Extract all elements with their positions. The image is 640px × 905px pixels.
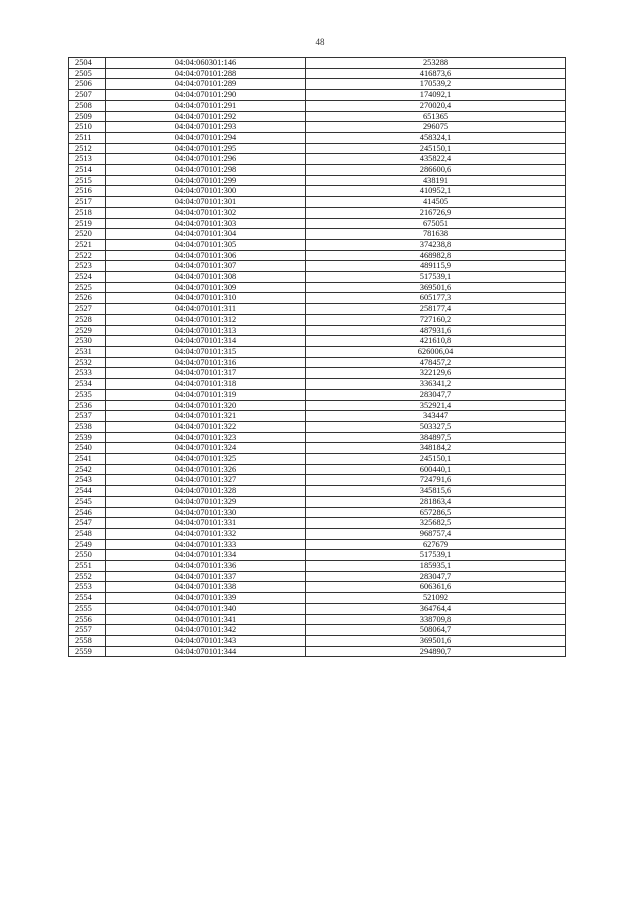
cadastral-value-cell: 174092,1 [306, 90, 566, 101]
row-number-cell: 2558 [69, 635, 106, 646]
cadastral-value-cell: 468982,8 [306, 250, 566, 261]
cadastral-value-cell: 421610,8 [306, 336, 566, 347]
cadastral-value-cell: 724791,6 [306, 475, 566, 486]
cadastral-value-cell: 336341,2 [306, 379, 566, 390]
cadastral-number-cell: 04:04:070101:336 [106, 561, 306, 572]
cadastral-number-cell: 04:04:070101:341 [106, 614, 306, 625]
table-row [69, 443, 566, 454]
cadastral-number-cell: 04:04:070101:296 [106, 154, 306, 165]
table-row [69, 625, 566, 636]
cadastral-value-cell: 283047,7 [306, 571, 566, 582]
cadastral-value-cell: 414505 [306, 197, 566, 208]
row-number-cell: 2520 [69, 229, 106, 240]
row-number-cell: 2551 [69, 561, 106, 572]
row-number-cell: 2541 [69, 454, 106, 465]
row-number-cell: 2524 [69, 272, 106, 283]
cadastral-number-cell: 04:04:070101:314 [106, 336, 306, 347]
table-row [69, 186, 566, 197]
table-row [69, 239, 566, 250]
row-number-cell: 2532 [69, 357, 106, 368]
table-row [69, 528, 566, 539]
cadastral-number-cell: 04:04:060301:146 [106, 58, 306, 69]
row-number-cell: 2523 [69, 261, 106, 272]
cadastral-number-cell: 04:04:070101:321 [106, 411, 306, 422]
cadastral-value-cell: 675051 [306, 218, 566, 229]
cadastral-number-cell: 04:04:070101:289 [106, 79, 306, 90]
row-number-cell: 2504 [69, 58, 106, 69]
cadastral-value-cell: 281863,4 [306, 496, 566, 507]
row-number-cell: 2527 [69, 304, 106, 315]
cadastral-number-cell: 04:04:070101:292 [106, 111, 306, 122]
table-row [69, 635, 566, 646]
row-number-cell: 2513 [69, 154, 106, 165]
table-row [69, 111, 566, 122]
cadastral-number-cell: 04:04:070101:290 [106, 90, 306, 101]
cadastral-value-cell: 352921,4 [306, 400, 566, 411]
cadastral-number-cell: 04:04:070101:323 [106, 432, 306, 443]
table-row [69, 518, 566, 529]
cadastral-value-cell: 384897,5 [306, 432, 566, 443]
table-row [69, 421, 566, 432]
table-row [69, 282, 566, 293]
row-number-cell: 2556 [69, 614, 106, 625]
cadastral-value-cell: 185935,1 [306, 561, 566, 572]
cadastral-number-cell: 04:04:070101:311 [106, 304, 306, 315]
cadastral-number-cell: 04:04:070101:326 [106, 464, 306, 475]
table-row [69, 464, 566, 475]
table-row [69, 400, 566, 411]
cadastral-value-cell: 435822,4 [306, 154, 566, 165]
cadastral-value-cell: 517539,1 [306, 550, 566, 561]
table-row [69, 593, 566, 604]
table-body [69, 58, 566, 657]
cadastral-value-cell: 606361,6 [306, 582, 566, 593]
cadastral-value-cell: 345815,6 [306, 486, 566, 497]
cadastral-value-cell: 286600,6 [306, 165, 566, 176]
row-number-cell: 2555 [69, 603, 106, 614]
cadastral-value-cell: 487931,6 [306, 325, 566, 336]
row-number-cell: 2528 [69, 314, 106, 325]
row-number-cell: 2515 [69, 175, 106, 186]
row-number-cell: 2554 [69, 593, 106, 604]
table-row [69, 90, 566, 101]
row-number-cell: 2543 [69, 475, 106, 486]
row-number-cell: 2533 [69, 368, 106, 379]
cadastral-number-cell: 04:04:070101:328 [106, 486, 306, 497]
row-number-cell: 2526 [69, 293, 106, 304]
table-row [69, 175, 566, 186]
cadastral-number-cell: 04:04:070101:317 [106, 368, 306, 379]
cadastral-value-cell: 283047,7 [306, 389, 566, 400]
cadastral-number-cell: 04:04:070101:338 [106, 582, 306, 593]
cadastral-value-cell: 489115,9 [306, 261, 566, 272]
row-number-cell: 2506 [69, 79, 106, 90]
row-number-cell: 2546 [69, 507, 106, 518]
row-number-cell: 2542 [69, 464, 106, 475]
table-row [69, 293, 566, 304]
cadastral-number-cell: 04:04:070101:343 [106, 635, 306, 646]
cadastral-value-cell: 348184,2 [306, 443, 566, 454]
row-number-cell: 2508 [69, 100, 106, 111]
cadastral-number-cell: 04:04:070101:300 [106, 186, 306, 197]
table-row [69, 304, 566, 315]
table-row [69, 261, 566, 272]
row-number-cell: 2539 [69, 432, 106, 443]
cadastral-value-cell: 521092 [306, 593, 566, 604]
cadastral-number-cell: 04:04:070101:305 [106, 239, 306, 250]
cadastral-value-cell: 374238,8 [306, 239, 566, 250]
cadastral-value-cell: 253288 [306, 58, 566, 69]
table-row [69, 475, 566, 486]
row-number-cell: 2540 [69, 443, 106, 454]
row-number-cell: 2530 [69, 336, 106, 347]
cadastral-number-cell: 04:04:070101:304 [106, 229, 306, 240]
cadastral-number-cell: 04:04:070101:294 [106, 132, 306, 143]
cadastral-number-cell: 04:04:070101:318 [106, 379, 306, 390]
row-number-cell: 2537 [69, 411, 106, 422]
table-row [69, 132, 566, 143]
table-row [69, 165, 566, 176]
cadastral-number-cell: 04:04:070101:332 [106, 528, 306, 539]
row-number-cell: 2517 [69, 197, 106, 208]
cadastral-number-cell: 04:04:070101:308 [106, 272, 306, 283]
cadastral-value-cell: 605177,3 [306, 293, 566, 304]
cadastral-number-cell: 04:04:070101:325 [106, 454, 306, 465]
row-number-cell: 2552 [69, 571, 106, 582]
cadastral-number-cell: 04:04:070101:301 [106, 197, 306, 208]
cadastral-value-cell: 508064,7 [306, 625, 566, 636]
table-row [69, 357, 566, 368]
cadastral-number-cell: 04:04:070101:334 [106, 550, 306, 561]
cadastral-number-cell: 04:04:070101:307 [106, 261, 306, 272]
cadastral-value-cell: 170539,2 [306, 79, 566, 90]
table-row [69, 58, 566, 69]
table-row [69, 368, 566, 379]
cadastral-number-cell: 04:04:070101:288 [106, 68, 306, 79]
row-number-cell: 2518 [69, 207, 106, 218]
cadastral-number-cell: 04:04:070101:329 [106, 496, 306, 507]
row-number-cell: 2507 [69, 90, 106, 101]
cadastral-value-cell: 416873,6 [306, 68, 566, 79]
cadastral-value-cell: 503327,5 [306, 421, 566, 432]
cadastral-number-cell: 04:04:070101:330 [106, 507, 306, 518]
cadastral-value-cell: 369501,6 [306, 282, 566, 293]
cadastral-number-cell: 04:04:070101:310 [106, 293, 306, 304]
table-row [69, 454, 566, 465]
row-number-cell: 2519 [69, 218, 106, 229]
cadastral-value-cell: 245150,1 [306, 143, 566, 154]
cadastral-number-cell: 04:04:070101:315 [106, 346, 306, 357]
row-number-cell: 2534 [69, 379, 106, 390]
cadastral-number-cell: 04:04:070101:339 [106, 593, 306, 604]
cadastral-value-cell: 325682,5 [306, 518, 566, 529]
row-number-cell: 2535 [69, 389, 106, 400]
row-number-cell: 2521 [69, 239, 106, 250]
table-row [69, 561, 566, 572]
cadastral-number-cell: 04:04:070101:309 [106, 282, 306, 293]
table-row [69, 346, 566, 357]
row-number-cell: 2522 [69, 250, 106, 261]
row-number-cell: 2511 [69, 132, 106, 143]
table-row [69, 229, 566, 240]
cadastral-value-table [68, 57, 566, 657]
cadastral-value-cell: 369501,6 [306, 635, 566, 646]
row-number-cell: 2553 [69, 582, 106, 593]
row-number-cell: 2536 [69, 400, 106, 411]
page-number: 48 [315, 37, 325, 47]
cadastral-value-cell: 727160,2 [306, 314, 566, 325]
table-row [69, 197, 566, 208]
cadastral-value-cell: 258177,4 [306, 304, 566, 315]
table-row [69, 486, 566, 497]
cadastral-number-cell: 04:04:070101:342 [106, 625, 306, 636]
cadastral-number-cell: 04:04:070101:327 [106, 475, 306, 486]
table-row [69, 143, 566, 154]
cadastral-value-cell: 438191 [306, 175, 566, 186]
table-row [69, 79, 566, 90]
table-row [69, 571, 566, 582]
row-number-cell: 2559 [69, 646, 106, 657]
cadastral-number-cell: 04:04:070101:302 [106, 207, 306, 218]
cadastral-value-cell: 626006,04 [306, 346, 566, 357]
cadastral-value-cell: 245150,1 [306, 454, 566, 465]
cadastral-value-cell: 216726,9 [306, 207, 566, 218]
cadastral-number-cell: 04:04:070101:340 [106, 603, 306, 614]
table-row [69, 432, 566, 443]
cadastral-value-cell: 410952,1 [306, 186, 566, 197]
cadastral-value-cell: 294890,7 [306, 646, 566, 657]
cadastral-value-cell: 627679 [306, 539, 566, 550]
row-number-cell: 2547 [69, 518, 106, 529]
cadastral-value-cell: 968757,4 [306, 528, 566, 539]
row-number-cell: 2550 [69, 550, 106, 561]
table-row [69, 389, 566, 400]
row-number-cell: 2514 [69, 165, 106, 176]
table-row [69, 250, 566, 261]
table-row [69, 496, 566, 507]
table-row [69, 272, 566, 283]
cadastral-value-cell: 657286,5 [306, 507, 566, 518]
table-row [69, 207, 566, 218]
row-number-cell: 2548 [69, 528, 106, 539]
cadastral-number-cell: 04:04:070101:295 [106, 143, 306, 154]
row-number-cell: 2510 [69, 122, 106, 133]
row-number-cell: 2512 [69, 143, 106, 154]
table-row [69, 582, 566, 593]
row-number-cell: 2549 [69, 539, 106, 550]
table-row [69, 507, 566, 518]
table-row [69, 411, 566, 422]
table-row [69, 646, 566, 657]
table-row [69, 550, 566, 561]
cadastral-value-cell: 651365 [306, 111, 566, 122]
cadastral-number-cell: 04:04:070101:333 [106, 539, 306, 550]
cadastral-number-cell: 04:04:070101:344 [106, 646, 306, 657]
row-number-cell: 2545 [69, 496, 106, 507]
cadastral-number-cell: 04:04:070101:337 [106, 571, 306, 582]
table-row [69, 336, 566, 347]
cadastral-number-cell: 04:04:070101:322 [106, 421, 306, 432]
table-row [69, 539, 566, 550]
row-number-cell: 2538 [69, 421, 106, 432]
cadastral-value-cell: 338709,8 [306, 614, 566, 625]
cadastral-number-cell: 04:04:070101:306 [106, 250, 306, 261]
cadastral-number-cell: 04:04:070101:299 [106, 175, 306, 186]
table-row [69, 314, 566, 325]
cadastral-value-cell: 296075 [306, 122, 566, 133]
row-number-cell: 2525 [69, 282, 106, 293]
table-row [69, 68, 566, 79]
cadastral-number-cell: 04:04:070101:331 [106, 518, 306, 529]
cadastral-number-cell: 04:04:070101:298 [106, 165, 306, 176]
cadastral-value-cell: 600440,1 [306, 464, 566, 475]
cadastral-number-cell: 04:04:070101:303 [106, 218, 306, 229]
cadastral-value-cell: 343447 [306, 411, 566, 422]
row-number-cell: 2509 [69, 111, 106, 122]
cadastral-number-cell: 04:04:070101:324 [106, 443, 306, 454]
row-number-cell: 2531 [69, 346, 106, 357]
row-number-cell: 2529 [69, 325, 106, 336]
row-number-cell: 2544 [69, 486, 106, 497]
table-row [69, 614, 566, 625]
table-row [69, 154, 566, 165]
table-row [69, 100, 566, 111]
row-number-cell: 2505 [69, 68, 106, 79]
cadastral-value-cell: 478457,2 [306, 357, 566, 368]
cadastral-number-cell: 04:04:070101:316 [106, 357, 306, 368]
table-row [69, 218, 566, 229]
cadastral-number-cell: 04:04:070101:320 [106, 400, 306, 411]
cadastral-value-cell: 517539,1 [306, 272, 566, 283]
cadastral-number-cell: 04:04:070101:291 [106, 100, 306, 111]
row-number-cell: 2516 [69, 186, 106, 197]
cadastral-value-cell: 458324,1 [306, 132, 566, 143]
table-row [69, 603, 566, 614]
cadastral-value-cell: 270020,4 [306, 100, 566, 111]
table-row [69, 325, 566, 336]
cadastral-value-cell: 364764,4 [306, 603, 566, 614]
cadastral-value-cell: 781638 [306, 229, 566, 240]
cadastral-number-cell: 04:04:070101:319 [106, 389, 306, 400]
cadastral-value-cell: 322129,6 [306, 368, 566, 379]
cadastral-number-cell: 04:04:070101:293 [106, 122, 306, 133]
cadastral-number-cell: 04:04:070101:312 [106, 314, 306, 325]
table-row [69, 379, 566, 390]
row-number-cell: 2557 [69, 625, 106, 636]
table-row [69, 122, 566, 133]
cadastral-number-cell: 04:04:070101:313 [106, 325, 306, 336]
